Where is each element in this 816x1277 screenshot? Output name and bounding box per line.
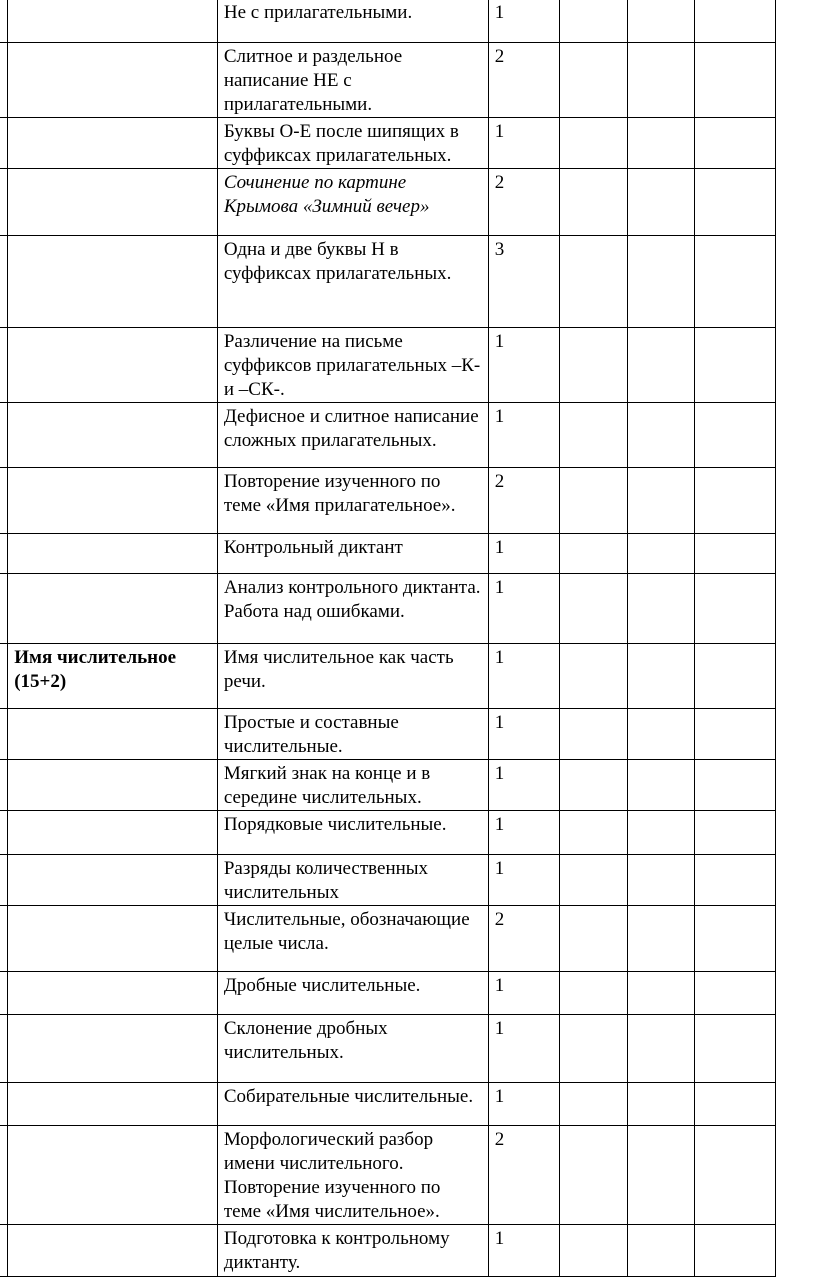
hours-text: 1 bbox=[494, 975, 505, 996]
hours-cell bbox=[488, 1225, 559, 1277]
empty-cell bbox=[559, 811, 627, 855]
topic-text: Не с прилагательными. bbox=[223, 2, 413, 23]
section-cell bbox=[8, 403, 218, 468]
topic-text: Анализ контрольного диктанта. Работа над ошибками. bbox=[223, 577, 481, 622]
hours-cell bbox=[488, 328, 559, 403]
hours-text: 1 bbox=[494, 647, 505, 668]
section-cell bbox=[8, 644, 218, 709]
section-cell bbox=[8, 906, 218, 972]
empty-cell bbox=[695, 972, 776, 1015]
empty-cell bbox=[695, 1225, 776, 1277]
hours-cell bbox=[488, 972, 559, 1015]
empty-cell bbox=[695, 906, 776, 972]
section-cell bbox=[8, 169, 218, 236]
table-row bbox=[0, 1126, 776, 1225]
empty-cell bbox=[695, 403, 776, 468]
empty-cell bbox=[695, 574, 776, 644]
empty-cell bbox=[627, 169, 694, 236]
topic-cell bbox=[217, 169, 488, 236]
topic-text: Разряды количественных числительных bbox=[223, 858, 429, 903]
section-cell bbox=[8, 709, 218, 760]
hours-text: 1 bbox=[494, 537, 505, 558]
table-row bbox=[0, 811, 776, 855]
empty-cell bbox=[559, 403, 627, 468]
hours-text: 2 bbox=[494, 471, 505, 492]
row-number-cell bbox=[0, 1083, 8, 1126]
empty-cell bbox=[559, 468, 627, 534]
row-number-cell bbox=[0, 236, 8, 328]
topic-cell bbox=[217, 972, 488, 1015]
empty-cell bbox=[695, 118, 776, 169]
section-cell bbox=[8, 760, 218, 811]
empty-cell bbox=[627, 811, 694, 855]
row-number-cell bbox=[0, 644, 8, 709]
empty-cell bbox=[559, 236, 627, 328]
hours-text: 1 bbox=[494, 406, 505, 427]
hours-text: 1 bbox=[494, 814, 505, 835]
empty-cell bbox=[695, 534, 776, 574]
row-number-cell bbox=[0, 43, 8, 118]
empty-cell bbox=[627, 328, 694, 403]
hours-text: 1 bbox=[494, 121, 505, 142]
empty-cell bbox=[627, 1083, 694, 1126]
row-number-cell bbox=[0, 328, 8, 403]
topic-text: Склонение дробных числительных. bbox=[223, 1018, 388, 1063]
hours-cell bbox=[488, 1083, 559, 1126]
table-row bbox=[0, 403, 776, 468]
empty-cell bbox=[695, 855, 776, 906]
topic-text: Простые и составные числительные. bbox=[223, 712, 399, 757]
topic-cell bbox=[217, 534, 488, 574]
empty-cell bbox=[627, 403, 694, 468]
empty-cell bbox=[695, 169, 776, 236]
empty-cell bbox=[695, 760, 776, 811]
hours-text: 1 bbox=[494, 1018, 505, 1039]
table-row bbox=[0, 236, 776, 328]
row-number-cell bbox=[0, 709, 8, 760]
empty-cell bbox=[695, 1126, 776, 1225]
empty-cell bbox=[695, 644, 776, 709]
hours-text: 1 bbox=[494, 1228, 505, 1249]
hours-cell bbox=[488, 855, 559, 906]
empty-cell bbox=[627, 1225, 694, 1277]
section-cell bbox=[8, 1126, 218, 1225]
hours-cell bbox=[488, 236, 559, 328]
empty-cell bbox=[559, 0, 627, 43]
empty-cell bbox=[559, 644, 627, 709]
row-number-cell bbox=[0, 1015, 8, 1083]
hours-text: 1 bbox=[494, 763, 505, 784]
section-cell bbox=[8, 972, 218, 1015]
empty-cell bbox=[695, 1015, 776, 1083]
hours-text: 1 bbox=[494, 1086, 505, 1107]
row-number-cell bbox=[0, 811, 8, 855]
hours-cell bbox=[488, 709, 559, 760]
topic-text: Различение на письме суффиксов прилагательных –К- и –СК-. bbox=[223, 331, 481, 400]
empty-cell bbox=[559, 1015, 627, 1083]
table-row bbox=[0, 574, 776, 644]
topic-cell bbox=[217, 644, 488, 709]
section-cell bbox=[8, 468, 218, 534]
hours-cell bbox=[488, 534, 559, 574]
topic-cell bbox=[217, 906, 488, 972]
table-row bbox=[0, 43, 776, 118]
table-row bbox=[0, 906, 776, 972]
empty-cell bbox=[627, 0, 694, 43]
hours-cell bbox=[488, 760, 559, 811]
empty-cell bbox=[559, 1083, 627, 1126]
table-row bbox=[0, 760, 776, 811]
row-number-cell bbox=[0, 0, 8, 43]
row-number-cell bbox=[0, 118, 8, 169]
empty-cell bbox=[559, 1225, 627, 1277]
topic-cell bbox=[217, 328, 488, 403]
table-row bbox=[0, 644, 776, 709]
topic-cell bbox=[217, 1126, 488, 1225]
row-number-cell bbox=[0, 169, 8, 236]
empty-cell bbox=[695, 236, 776, 328]
topic-cell bbox=[217, 709, 488, 760]
topic-text: Контрольный диктант bbox=[223, 537, 403, 558]
row-number-cell bbox=[0, 574, 8, 644]
section-cell bbox=[8, 0, 218, 43]
topic-text: Повторение изученного по теме «Имя прилагательное». bbox=[223, 471, 456, 516]
empty-cell bbox=[559, 760, 627, 811]
row-number-cell bbox=[0, 760, 8, 811]
row-number-cell bbox=[0, 906, 8, 972]
table-row bbox=[0, 534, 776, 574]
topic-cell bbox=[217, 118, 488, 169]
empty-cell bbox=[559, 534, 627, 574]
hours-text: 2 bbox=[494, 909, 505, 930]
empty-cell bbox=[559, 1126, 627, 1225]
topic-text: Дефисное и слитное написание сложных прилагательных. bbox=[223, 406, 479, 451]
hours-text: 1 bbox=[494, 712, 505, 733]
row-number-cell bbox=[0, 1225, 8, 1277]
section-cell bbox=[8, 574, 218, 644]
topic-text: Сочинение по картине Крымова «Зимний вечер» bbox=[223, 172, 430, 217]
empty-cell bbox=[695, 328, 776, 403]
empty-cell bbox=[559, 709, 627, 760]
empty-cell bbox=[627, 574, 694, 644]
row-number-cell bbox=[0, 972, 8, 1015]
section-cell bbox=[8, 118, 218, 169]
empty-cell bbox=[627, 855, 694, 906]
hours-cell bbox=[488, 468, 559, 534]
row-number-cell bbox=[0, 468, 8, 534]
empty-cell bbox=[559, 855, 627, 906]
empty-cell bbox=[627, 1126, 694, 1225]
row-number-cell bbox=[0, 855, 8, 906]
row-number-cell bbox=[0, 534, 8, 574]
table-row bbox=[0, 1225, 776, 1277]
section-cell bbox=[8, 236, 218, 328]
hours-cell bbox=[488, 644, 559, 709]
hours-text: 1 bbox=[494, 858, 505, 879]
empty-cell bbox=[627, 644, 694, 709]
hours-text: 2 bbox=[494, 1129, 505, 1150]
hours-cell bbox=[488, 1126, 559, 1225]
topic-text: Мягкий знак на конце и в середине числительных. bbox=[223, 763, 431, 808]
topic-cell bbox=[217, 43, 488, 118]
hours-text: 1 bbox=[494, 2, 505, 23]
hours-text: 2 bbox=[494, 46, 505, 67]
empty-cell bbox=[559, 972, 627, 1015]
empty-cell bbox=[695, 43, 776, 118]
table-row bbox=[0, 1015, 776, 1083]
topic-cell bbox=[217, 236, 488, 328]
table-row bbox=[0, 1083, 776, 1126]
row-number-cell bbox=[0, 403, 8, 468]
empty-cell bbox=[627, 906, 694, 972]
empty-cell bbox=[627, 118, 694, 169]
topic-cell bbox=[217, 855, 488, 906]
table-row bbox=[0, 709, 776, 760]
empty-cell bbox=[627, 534, 694, 574]
empty-cell bbox=[627, 43, 694, 118]
section-cell bbox=[8, 43, 218, 118]
topic-cell bbox=[217, 574, 488, 644]
table-row bbox=[0, 972, 776, 1015]
empty-cell bbox=[627, 760, 694, 811]
empty-cell bbox=[627, 1015, 694, 1083]
hours-cell bbox=[488, 906, 559, 972]
empty-cell bbox=[695, 1083, 776, 1126]
empty-cell bbox=[559, 328, 627, 403]
topic-cell bbox=[217, 1015, 488, 1083]
empty-cell bbox=[559, 43, 627, 118]
empty-cell bbox=[559, 574, 627, 644]
table-row bbox=[0, 118, 776, 169]
empty-cell bbox=[627, 709, 694, 760]
table-row bbox=[0, 328, 776, 403]
topic-cell bbox=[217, 811, 488, 855]
hours-cell bbox=[488, 118, 559, 169]
topic-text: Морфологический разбор имени числительного. Повторение изученного по теме «Имя числительное». bbox=[223, 1129, 441, 1222]
empty-cell bbox=[695, 0, 776, 43]
section-text: Имя числительное (15+2) bbox=[14, 647, 177, 692]
topic-cell bbox=[217, 0, 488, 43]
hours-cell bbox=[488, 0, 559, 43]
hours-cell bbox=[488, 403, 559, 468]
hours-cell bbox=[488, 43, 559, 118]
section-cell bbox=[8, 1015, 218, 1083]
section-cell bbox=[8, 534, 218, 574]
empty-cell bbox=[695, 709, 776, 760]
hours-cell bbox=[488, 1015, 559, 1083]
hours-text: 2 bbox=[494, 172, 505, 193]
hours-cell bbox=[488, 169, 559, 236]
topic-text: Порядковые числительные. bbox=[223, 814, 447, 835]
topic-cell bbox=[217, 468, 488, 534]
topic-text: Числительные, обозначающие целые числа. bbox=[223, 909, 470, 954]
empty-cell bbox=[627, 236, 694, 328]
hours-text: 1 bbox=[494, 331, 505, 352]
topic-text: Одна и две буквы Н в суффиксах прилагательных. bbox=[223, 239, 452, 284]
section-cell bbox=[8, 855, 218, 906]
empty-cell bbox=[559, 906, 627, 972]
topic-text: Буквы О-Е после шипящих в суффиксах прилагательных. bbox=[223, 121, 459, 166]
section-cell bbox=[8, 328, 218, 403]
hours-text: 1 bbox=[494, 577, 505, 598]
section-cell bbox=[8, 1083, 218, 1126]
topic-cell bbox=[217, 760, 488, 811]
topic-text: Собирательные числительные. bbox=[223, 1086, 474, 1107]
topic-cell bbox=[217, 403, 488, 468]
empty-cell bbox=[559, 118, 627, 169]
topic-text: Дробные числительные. bbox=[223, 975, 421, 996]
hours-cell bbox=[488, 574, 559, 644]
empty-cell bbox=[627, 468, 694, 534]
empty-cell bbox=[695, 811, 776, 855]
topic-cell bbox=[217, 1083, 488, 1126]
hours-cell bbox=[488, 811, 559, 855]
table-row bbox=[0, 0, 776, 43]
topic-text: Имя числительное как часть речи. bbox=[223, 647, 454, 692]
section-cell bbox=[8, 1225, 218, 1277]
empty-cell bbox=[559, 169, 627, 236]
row-number-cell bbox=[0, 1126, 8, 1225]
empty-cell bbox=[627, 972, 694, 1015]
table-row bbox=[0, 169, 776, 236]
section-cell bbox=[8, 811, 218, 855]
topic-text: Подготовка к контрольному диктанту. bbox=[223, 1228, 450, 1273]
topic-cell bbox=[217, 1225, 488, 1277]
table-row bbox=[0, 855, 776, 906]
topic-text: Слитное и раздельное написание НЕ с прилагательными. bbox=[223, 46, 403, 115]
empty-cell bbox=[695, 468, 776, 534]
table-row bbox=[0, 468, 776, 534]
hours-text: 3 bbox=[494, 239, 505, 260]
